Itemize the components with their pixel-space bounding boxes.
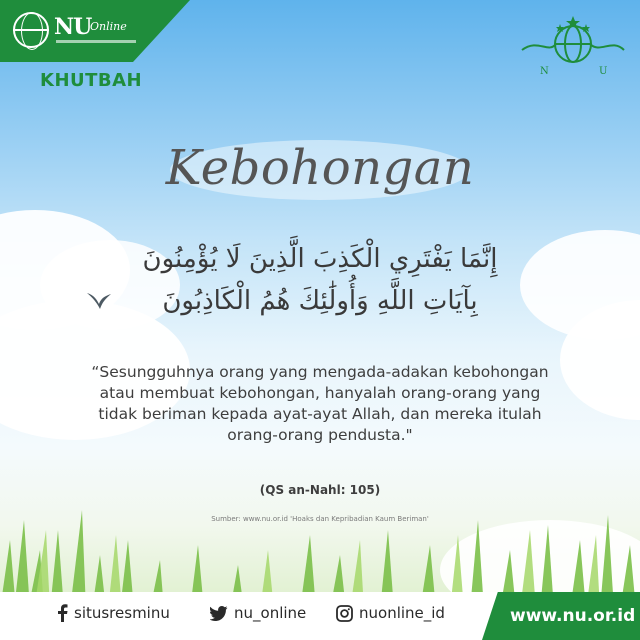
- brand-name: NU: [54, 14, 92, 40]
- arabic-verse-line: إِنَّمَا يَفْتَرِي الْكَذِبَ الَّذِينَ لَا يُؤْمِنُونَ: [142, 244, 498, 274]
- facebook-link[interactable]: [56, 604, 170, 622]
- brand-tagline-bar: [56, 40, 136, 43]
- translation-line: atau membuat kebohongan, hanyalah orang-orang yang: [99, 384, 541, 402]
- source-credit: Sumber: www.nu.or.id 'Hoaks dan Kepribadian Kaum Beriman': [211, 515, 429, 523]
- globe-logo-icon: [13, 12, 49, 48]
- emblem-letter-u: U: [599, 66, 608, 77]
- arabic-verse: [90, 238, 550, 322]
- section-label: KHUTBAH: [40, 70, 143, 91]
- nu-emblem-icon: [518, 14, 628, 78]
- instagram-icon: [336, 605, 353, 622]
- page-title: Kebohongan: [165, 140, 475, 196]
- twitter-handle: nu_online: [234, 604, 307, 622]
- instagram-link[interactable]: [336, 604, 445, 622]
- translation-line: orang-orang pendusta.": [227, 426, 413, 444]
- twitter-icon: [210, 606, 228, 621]
- twitter-link[interactable]: [210, 604, 306, 622]
- arabic-verse-line: بِآيَاتِ اللَّهِ وَأُولَٰئِكَ هُمُ الْكَاذِبُونَ: [162, 286, 478, 316]
- translation-line: tidak beriman kepada ayat-ayat Allah, dan mereka itulah: [98, 405, 542, 423]
- website-link[interactable]: www.nu.or.id: [510, 606, 636, 626]
- translation-line: “Sesungguhnya orang yang mengada-adakan kebohongan: [91, 363, 549, 381]
- verse-translation: [80, 362, 560, 446]
- verse-reference: (QS an-Nahl: 105): [259, 483, 381, 497]
- instagram-handle: nuonline_id: [359, 604, 445, 622]
- emblem-letter-n: N: [540, 66, 549, 77]
- facebook-handle: situsresminu: [74, 604, 170, 622]
- facebook-icon: [56, 604, 68, 622]
- brand-suffix: Online: [90, 20, 127, 33]
